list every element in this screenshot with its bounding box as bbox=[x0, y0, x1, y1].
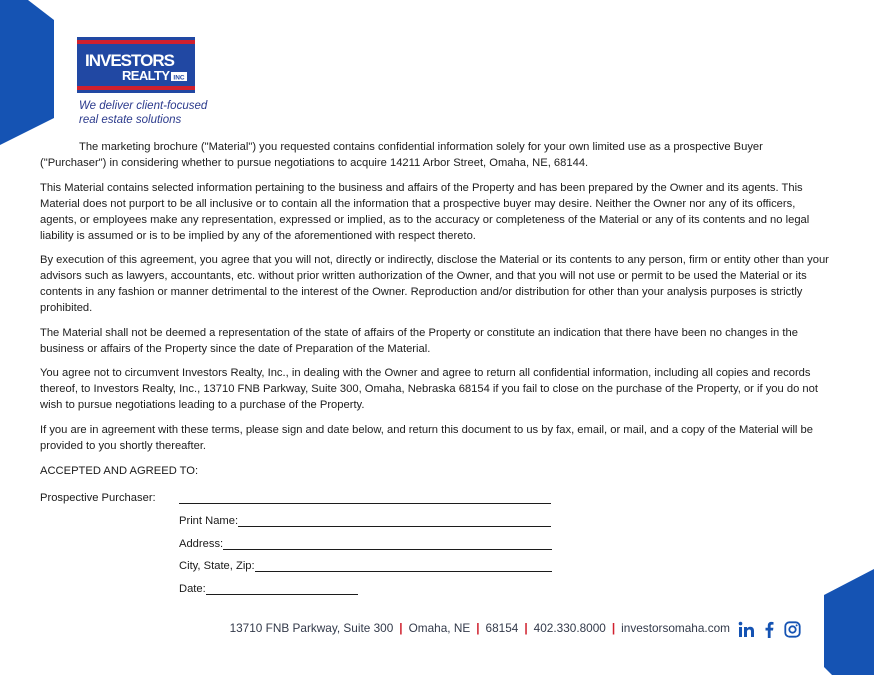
paragraph-non-circumvent: You agree not to circumvent Investors Realty, Inc., in dealing with the Owner and agree to return all confidential information, including all copies and records thereof, to Investors Realty, Inc., 13710 FNB Parkway, Suite 300, Omaha, Nebraska 68154 if you fail to close on the purchase of the Property, or if you do not wish to pursue negotiations leading to a purchase of the Property. bbox=[40, 367, 818, 411]
date-label: Date: bbox=[179, 583, 206, 595]
paragraph-sign-instructions: If you are in agreement with these terms, please sign and date below, and return this document to us by fax, email, or mail, and a copy of the Material will be provided to you shortly thereafter. bbox=[40, 423, 813, 452]
footer-separator: | bbox=[476, 621, 480, 635]
facebook-icon[interactable] bbox=[761, 621, 778, 638]
footer-separator: | bbox=[611, 621, 616, 635]
footer-address: 13710 FNB Parkway, Suite 300 bbox=[229, 621, 394, 635]
city-state-zip-line[interactable] bbox=[255, 557, 552, 572]
address-row bbox=[179, 535, 552, 550]
address-label: Address: bbox=[179, 538, 224, 550]
purchaser-signature-line[interactable] bbox=[179, 489, 551, 504]
print-name-label: Print Name: bbox=[179, 515, 239, 527]
print-name-line[interactable] bbox=[238, 512, 551, 527]
corner-accent-bottom-right bbox=[824, 569, 874, 675]
instagram-icon[interactable] bbox=[784, 621, 801, 638]
paragraph-intro: The marketing brochure ("Material") you requested contains confidential information solely for your own limited use as a prospective Buyer ("Purchaser") in considering whether to pursue negotiations to acquire 14211 Arbor Street, Omaha, NE, 68144. bbox=[40, 141, 763, 169]
footer-separator: | bbox=[524, 621, 528, 635]
footer-contact bbox=[230, 621, 730, 635]
purchaser-row bbox=[40, 489, 551, 504]
tagline-line-1: We deliver client-focused bbox=[79, 100, 208, 112]
logo-line-2: REALTY bbox=[122, 68, 170, 83]
city-state-zip-row bbox=[179, 557, 552, 572]
corner-accent-top-left bbox=[0, 0, 54, 145]
paragraph-confidentiality: By execution of this agreement, you agree that you will not, directly or indirectly, disclose the Material or its contents to any person, firm or entity other than your advisors such as lawyers, accountants, etc. without prior written authorization of the Owner, and that you will not use or permit to be used the Material or its contents in any fashion or manner detrimental to the interest of the Owner. Reproduction and/or distribution for other than your analysis purposes is strictly prohibited. bbox=[40, 254, 829, 314]
footer-website[interactable]: investorsomaha.com bbox=[621, 621, 730, 635]
date-line[interactable] bbox=[206, 580, 358, 595]
paragraph-representation: The Material shall not be deemed a representation of the state of affairs of the Property or constitute an indication that there have been no changes in the business or affairs of the Property since the date of Preparation of the Material. bbox=[40, 326, 798, 355]
social-links bbox=[738, 621, 801, 638]
paragraph-disclaimer: This Material contains selected information pertaining to the business and affairs of the Property and has been prepared by the Owner and its agents. This Material does not purport to be all inclusive or to contain all the information that a prospective buyer may desire. Neither the Owner nor any of its officers, agents, or employees make any representation, expressed or implied, as to the accuracy or completeness of the Material or any of its contents and no legal liability is assumed or is to be implied by any of the aforementioned with respect thereto. bbox=[40, 181, 810, 242]
logo-inc: INC bbox=[173, 74, 185, 82]
agreement-body bbox=[40, 139, 832, 462]
logo-line-1: INVESTORS bbox=[85, 51, 174, 70]
address-line[interactable] bbox=[223, 535, 552, 550]
accepted-heading: ACCEPTED AND AGREED TO: bbox=[40, 465, 199, 477]
tagline-line-2: real estate solutions bbox=[79, 114, 182, 126]
print-name-row bbox=[179, 512, 551, 527]
linkedin-icon[interactable] bbox=[738, 621, 755, 638]
footer-city: Omaha, NE bbox=[408, 621, 471, 635]
city-state-zip-label: City, State, Zip: bbox=[179, 560, 255, 572]
tagline bbox=[79, 99, 207, 127]
investors-realty-logo bbox=[77, 37, 195, 93]
purchaser-label: Prospective Purchaser: bbox=[40, 492, 156, 504]
date-row bbox=[179, 580, 358, 595]
footer-phone: 402.330.8000 bbox=[533, 621, 606, 635]
footer-separator: | bbox=[399, 621, 403, 635]
footer-zip: 68154 bbox=[485, 621, 519, 635]
